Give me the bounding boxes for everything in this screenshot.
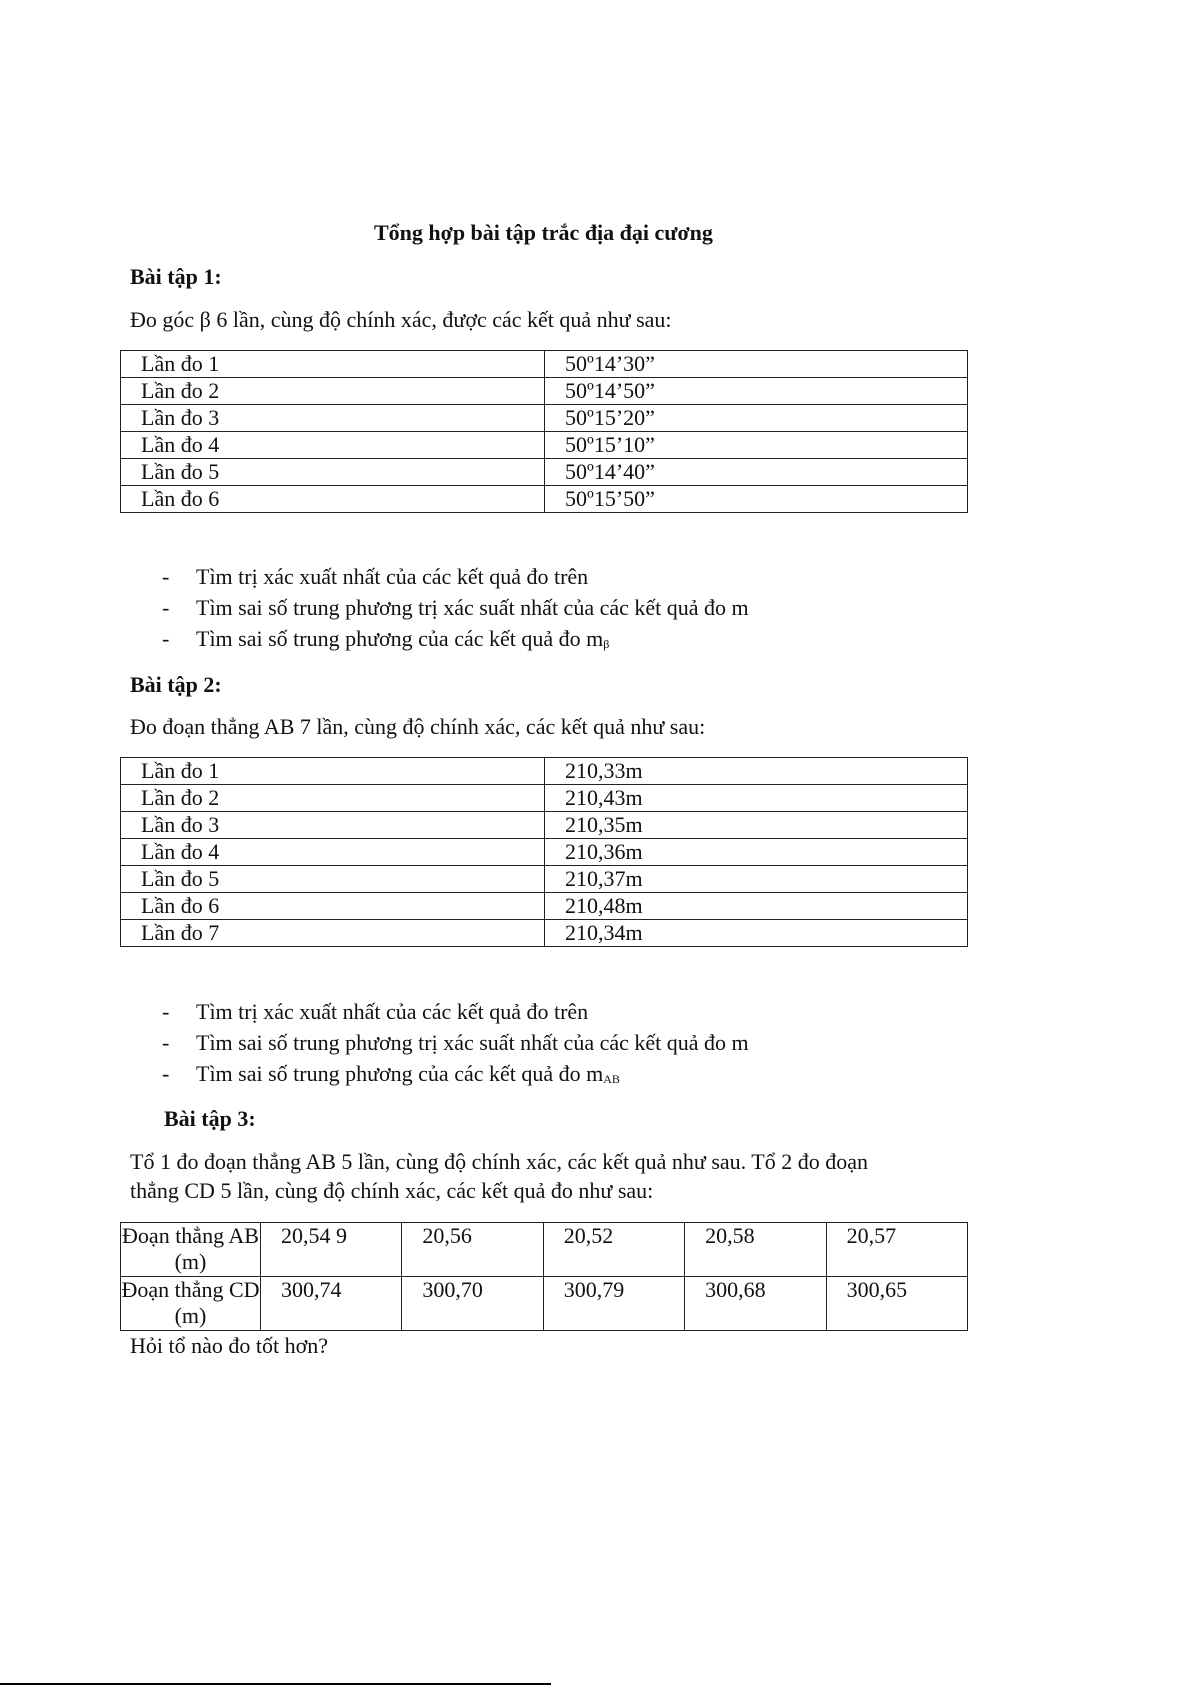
exercise-2-intro: Đo đoạn thẳng AB 7 lần, cùng độ chính xác, các kết quả như sau: xyxy=(130,714,706,739)
measurement-label: Lần đo 2 xyxy=(121,785,545,812)
subscript: β xyxy=(603,637,610,651)
measurement-value: 50º15’50” xyxy=(545,486,968,513)
measurement-label: Lần đo 6 xyxy=(121,486,545,513)
bullet-dash: - xyxy=(162,595,170,620)
exercise-3-question: Hỏi tổ nào đo tốt hơn? xyxy=(130,1333,328,1358)
measurement-value: 50º14’40” xyxy=(545,459,968,486)
measurement-value: 210,37m xyxy=(545,866,968,893)
bullet-dash: - xyxy=(162,1061,170,1086)
table-row xyxy=(121,486,968,513)
exercise-1-table xyxy=(120,350,968,513)
exercise-3-heading: Bài tập 3: xyxy=(164,1106,256,1131)
bullet-text: Tìm trị xác xuất nhất của các kết quả đo trên xyxy=(196,564,589,589)
bullet-item xyxy=(162,564,588,590)
table-row xyxy=(121,785,968,812)
segment-value: 300,70 xyxy=(402,1277,543,1331)
bullet-dash: - xyxy=(162,1030,170,1055)
table-row xyxy=(121,866,968,893)
bullet-item xyxy=(162,1061,620,1087)
table-row xyxy=(121,893,968,920)
measurement-value: 210,34m xyxy=(545,920,968,947)
measurement-value: 50º14’50” xyxy=(545,378,968,405)
measurement-label: Lần đo 7 xyxy=(121,920,545,947)
measurement-label: Lần đo 3 xyxy=(121,812,545,839)
bullet-text: Tìm sai số trung phương trị xác suất nhất của các kết quả đo m xyxy=(196,595,749,620)
exercise-3-intro-line1: Tổ 1 đo đoạn thẳng AB 5 lần, cùng độ chính xác, các kết quả như sau. Tổ 2 đo đoạn xyxy=(130,1149,868,1174)
table-row xyxy=(121,1277,968,1331)
measurement-label: Lần đo 3 xyxy=(121,405,545,432)
exercise-2-heading: Bài tập 2: xyxy=(130,672,222,697)
measurement-label: Lần đo 1 xyxy=(121,351,545,378)
table-row xyxy=(121,812,968,839)
segment-value: 20,56 xyxy=(402,1223,543,1277)
segment-value: 20,52 xyxy=(543,1223,684,1277)
bullet-text: Tìm trị xác xuất nhất của các kết quả đo trên xyxy=(196,999,589,1024)
measurement-label: Lần đo 4 xyxy=(121,432,545,459)
measurement-label: Lần đo 5 xyxy=(121,866,545,893)
measurement-label: Lần đo 2 xyxy=(121,378,545,405)
exercise-1-intro: Đo góc β 6 lần, cùng độ chính xác, được các kết quả như sau: xyxy=(130,307,672,332)
measurement-label: Lần đo 4 xyxy=(121,839,545,866)
table-row xyxy=(121,351,968,378)
segment-value: 300,65 xyxy=(826,1277,967,1331)
segment-value: 20,57 xyxy=(826,1223,967,1277)
page-title: Tổng hợp bài tập trắc địa đại cương xyxy=(374,220,713,245)
measurement-value: 210,48m xyxy=(545,893,968,920)
measurement-value: 50º15’10” xyxy=(545,432,968,459)
exercise-1-heading: Bài tập 1: xyxy=(130,264,222,289)
bullet-text: Tìm sai số trung phương của các kết quả đo m xyxy=(196,626,604,651)
segment-value: 20,58 xyxy=(685,1223,826,1277)
segment-value: 300,79 xyxy=(543,1277,684,1331)
bullet-dash: - xyxy=(162,564,170,589)
measurement-value: 50º14’30” xyxy=(545,351,968,378)
bullet-item xyxy=(162,1030,749,1056)
table-row xyxy=(121,378,968,405)
bullet-item xyxy=(162,626,609,652)
subscript: AB xyxy=(603,1072,620,1086)
measurement-value: 210,43m xyxy=(545,785,968,812)
table-row xyxy=(121,839,968,866)
measurement-value: 210,36m xyxy=(545,839,968,866)
exercise-3-table xyxy=(120,1222,968,1331)
table-row xyxy=(121,405,968,432)
segment-value: 300,68 xyxy=(685,1277,826,1331)
bullet-text: Tìm sai số trung phương của các kết quả đo m xyxy=(196,1061,604,1086)
segment-value: 300,74 xyxy=(261,1277,402,1331)
exercise-3-intro-line2: thẳng CD 5 lần, cùng độ chính xác, các kết quả đo như sau: xyxy=(130,1178,654,1203)
table-row xyxy=(121,758,968,785)
table-row xyxy=(121,459,968,486)
bullet-text: Tìm sai số trung phương trị xác suất nhất của các kết quả đo m xyxy=(196,1030,749,1055)
table-row xyxy=(121,1223,968,1277)
measurement-label: Lần đo 1 xyxy=(121,758,545,785)
segment-value: 20,54 9 xyxy=(261,1223,402,1277)
segment-label: Đoạn thẳng AB (m) xyxy=(121,1223,261,1277)
measurement-label: Lần đo 6 xyxy=(121,893,545,920)
table-row xyxy=(121,432,968,459)
measurement-value: 210,33m xyxy=(545,758,968,785)
measurement-value: 50º15’20” xyxy=(545,405,968,432)
bullet-item xyxy=(162,595,749,621)
bullet-dash: - xyxy=(162,999,170,1024)
segment-label: Đoạn thẳng CD (m) xyxy=(121,1277,261,1331)
measurement-value: 210,35m xyxy=(545,812,968,839)
bullet-item xyxy=(162,999,588,1025)
bullet-dash: - xyxy=(162,626,170,651)
table-row xyxy=(121,920,968,947)
measurement-label: Lần đo 5 xyxy=(121,459,545,486)
exercise-2-table xyxy=(120,757,968,947)
